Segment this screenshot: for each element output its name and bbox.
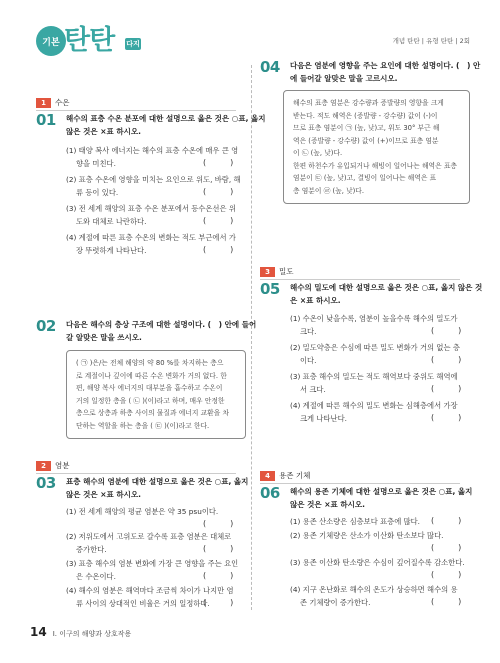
q03-answer-blank-3[interactable]: ( ) [203, 571, 234, 580]
q05-item-2: (2) 밀도약층은 수심에 따른 밀도 변화가 거의 없는 층 이다. [290, 343, 460, 365]
q01-answer-blank-1[interactable]: ( ) [203, 158, 234, 167]
q01-item-1: (1) 태양 복사 에너지는 해수의 표층 수온에 매우 큰 영 향을 미친다. [66, 146, 239, 168]
q01-item-2: (2) 표층 수온에 영향을 미치는 요인으로 위도, 바람, 해 류 등이 있다. [66, 175, 241, 197]
question-number-06: 06 [260, 484, 280, 502]
section-tag-dissolved-gas: 4 용존 기체 [260, 470, 310, 481]
q03-item-4: (4) 해수의 염분은 해역마다 조금씩 차이가 나지만 염 류 사이의 상대적인 비율은 거의 일정하다. [66, 586, 234, 608]
q03-answer-blank-2[interactable]: ( ) [203, 544, 234, 553]
q06-answer-blank-1[interactable]: ( ) [431, 516, 462, 525]
page-footer [30, 625, 131, 639]
page-number: 14 [30, 625, 47, 639]
question-01-text: 해수의 표층 수온 분포에 대한 설명으로 옳은 것은 ○표, 옳지 않은 것은 ×표 하시오. [66, 114, 266, 136]
question-02-text: 다음은 해수의 층상 구조에 대한 설명이다. ( ) 안에 들어 갈 알맞은 말을 쓰시오. [66, 320, 257, 342]
q03-item-2: (2) 저위도에서 고위도로 갈수록 표층 염분은 대체로 증가한다. [66, 532, 232, 554]
section-tag-salinity: 2 염분 [36, 460, 70, 471]
q06-answer-blank-4[interactable]: ( ) [431, 597, 462, 606]
q06-answer-blank-2[interactable]: ( ) [431, 543, 462, 552]
question-number-04: 04 [260, 58, 280, 76]
q01-answer-blank-4[interactable]: ( ) [203, 245, 234, 254]
q06-item-1: (1) 용존 산소량은 심층보다 표층에 많다. [290, 517, 420, 526]
q03-answer-blank-1[interactable]: ( ) [203, 519, 234, 528]
section-badge [36, 16, 140, 56]
q03-item-3: (3) 표층 해수의 염분 변화에 가장 큰 영향을 주는 요인 은 수온이다. [66, 559, 239, 581]
question-number-02: 02 [36, 317, 56, 335]
q04-passage-box: 해수의 표층 염분은 강수량과 증발량의 영향을 크게 받는다. 적도 해역은 (증발량 - 강수량) 값이 (-)이 므로 표층 염분이 ㉠ (높, 낮)고, 위도 30° 부근 해 역은 (증발량 - 강수량) 값이 (+)이므로 표층 염분 이 ㉡ (높, 낮)다. 한편 하천수가 유입되거나 해빙이 일어나는 해역은 표층 염분이 ㉢ (높, 낮)고, 결빙이 일어나는 해역은 표 층 염분이 ㉣ (높, 낮)다. [283, 90, 470, 204]
chapter-title: Ⅰ. 이구의 해양과 상호작용 [52, 630, 132, 638]
q01-item-3: (3) 전 세계 해양의 표층 수온 분포에서 등수온선은 위 도와 대체로 나란하다. [66, 204, 236, 226]
q06-answer-blank-3[interactable]: ( ) [431, 570, 462, 579]
q01-item-4: (4) 계절에 따른 표층 수온의 변화는 적도 부근에서 가 장 뚜렷하게 나타난다. [66, 233, 236, 255]
badge-taktan: 탄탄 [64, 25, 115, 56]
question-number-01: 01 [36, 111, 56, 129]
q05-answer-blank-3[interactable]: ( ) [431, 384, 462, 393]
badge-gibon: 기본 [36, 26, 66, 56]
question-03-text: 표층 해수의 염분에 대한 설명으로 옳은 것은 ○표, 옳지 않은 것은 ×표 하시오. [66, 477, 249, 499]
question-04-text: 다음은 염분에 영향을 주는 요인에 대한 설명이다. ( ) 안 에 들어갈 알맞은 말을 고르시오. [290, 61, 481, 83]
q03-answer-blank-4[interactable]: ( ) [203, 598, 234, 607]
section-tag-density: 3 밀도 [260, 266, 294, 277]
badge-dagi: 다지 [126, 40, 140, 48]
q01-answer-blank-3[interactable]: ( ) [203, 216, 234, 225]
q05-item-1: (1) 수온이 낮을수록, 염분이 높을수록 해수의 밀도가 크다. [290, 314, 458, 336]
q05-answer-blank-4[interactable]: ( ) [431, 413, 462, 422]
question-number-05: 05 [260, 280, 280, 298]
q05-item-4: (4) 계절에 따른 해수의 밀도 변화는 심해층에서 가장 크게 나타난다. [290, 401, 458, 423]
q05-item-3: (3) 표층 해수의 밀도는 적도 해역보다 중위도 해역에 서 크다. [290, 372, 458, 394]
q02-passage-box: ( ㉠ )은/는 전체 해양의 약 80 %를 차지하는 층으 로 계절이나 깊이에 따른 수온 변화가 거의 없다. 한 편, 해양 복사 에너지의 대부분을 흡수하고 수온이 거의 일정한 층을 ( ㉡ )(이)라고 하며, 매우 안정한 층으로 상층과 하층 사이의 물질과 에너지 교환을 차 단하는 역할을 하는 층을 ( ㉢ )(이)라고 한다. [66, 350, 246, 439]
question-number-03: 03 [36, 474, 56, 492]
q05-answer-blank-1[interactable]: ( ) [431, 326, 462, 335]
q03-item-1: (1) 전 세계 해양의 평균 염분은 약 35 psu이다. [66, 507, 219, 516]
q06-item-4: (4) 지구 온난화로 해수의 온도가 상승하면 해수의 용 존 기체량이 증가한다. [290, 585, 458, 607]
q06-item-2: (2) 용존 기체량은 산소가 이산화 탄소보다 많다. [290, 531, 444, 540]
running-header: 개념 탄탄 | 유형 탄탄 | 2회 [392, 37, 470, 45]
q05-answer-blank-2[interactable]: ( ) [431, 355, 462, 364]
question-05-text: 해수의 밀도에 대한 설명으로 옳은 것은 ○표, 옳지 않은 것 은 ×표 하시오. [290, 283, 483, 305]
q01-answer-blank-2[interactable]: ( ) [203, 187, 234, 196]
section-tag-sea-temp: 1 수온 [36, 97, 70, 108]
question-06-text: 해수의 용존 기체에 대한 설명으로 옳은 것은 ○표, 옳지 않은 것은 ×표 하시오. [290, 487, 473, 509]
q06-item-3: (3) 용존 이산화 탄소량은 수심이 깊어질수록 감소한다. [290, 558, 465, 567]
